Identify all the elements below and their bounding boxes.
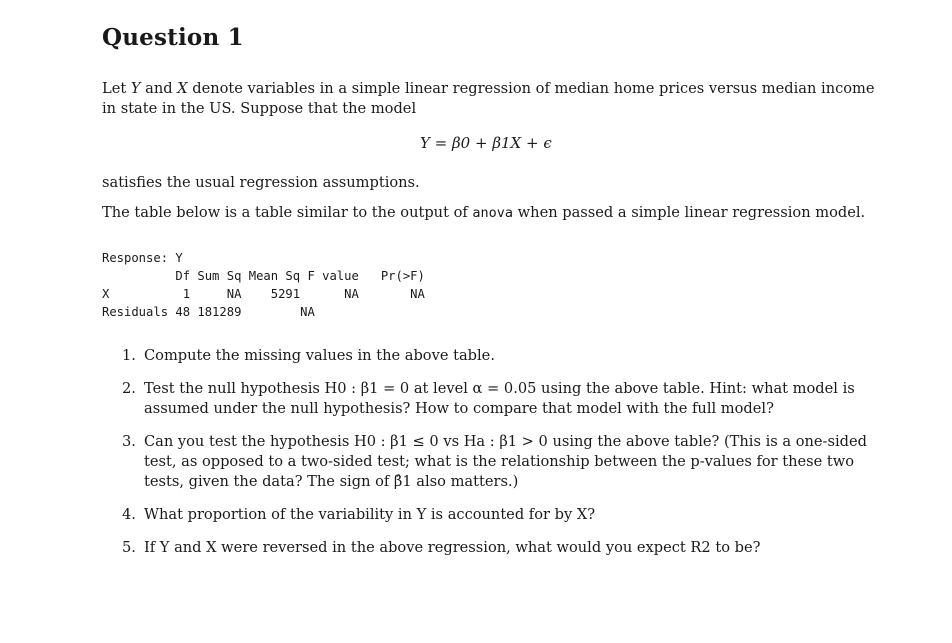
question-number: 4. — [122, 506, 136, 523]
question-text: Test the null hypothesis H0 : β1 = 0 at level α = 0.05 using the above table. Hint: what model is assumed under the null hypothesis? How to compare that model with the full model? — [144, 380, 855, 417]
page-title: Question 1 — [102, 24, 244, 51]
anova-row-residuals: Residuals 48 181289 NA — [102, 305, 315, 319]
anova-row-x: X 1 NA 5291 NA NA — [102, 287, 425, 301]
question-text: Compute the missing values in the above table. — [144, 347, 495, 364]
var-x: X — [177, 80, 188, 97]
table-intro-text — [102, 203, 892, 223]
var-y: Y — [130, 80, 141, 97]
question-number: 3. — [122, 433, 136, 450]
question-number: 2. — [122, 380, 136, 397]
question-item — [122, 505, 884, 525]
model-equation: Y = β0 + β1X + ϵ — [420, 134, 552, 152]
question-item — [122, 538, 884, 558]
question-text: What proportion of the variability in Y is accounted for by X? — [144, 506, 596, 523]
intro-text-a: Let — [102, 80, 131, 97]
question-item — [122, 379, 884, 419]
question-item — [122, 346, 884, 366]
question-number: 1. — [122, 347, 136, 364]
anova-code: anova — [472, 205, 514, 221]
table-intro-a: The table below is a table similar to the output of — [102, 204, 473, 221]
intro-paragraph — [102, 79, 892, 119]
question-list — [122, 346, 884, 571]
anova-response-line: Response: Y — [102, 251, 183, 265]
intro-text-c: denote variables in a simple linear regression of median home prices versus median income in state in the US. Suppose that the model — [102, 80, 875, 117]
question-text: If Y and X were reversed in the above regression, what would you expect R2 to be? — [144, 539, 761, 556]
table-intro-b: when passed a simple linear regression model. — [513, 204, 866, 221]
anova-header-line: Df Sum Sq Mean Sq F value Pr(>F) — [102, 269, 425, 283]
intro-text-b: and — [140, 80, 178, 97]
question-item — [122, 432, 884, 492]
question-text: Can you test the hypothesis H0 : β1 ≤ 0 vs Ha : β1 > 0 using the above table? (This is a one-sided test, as opposed to a two-sided test; what is the relationship between the p-values for these two tests, given the data? The sign of β̂1 also matters.) — [144, 433, 867, 490]
question-number: 5. — [122, 539, 136, 556]
assumptions-text: satisfies the usual regression assumptions. — [102, 174, 420, 191]
